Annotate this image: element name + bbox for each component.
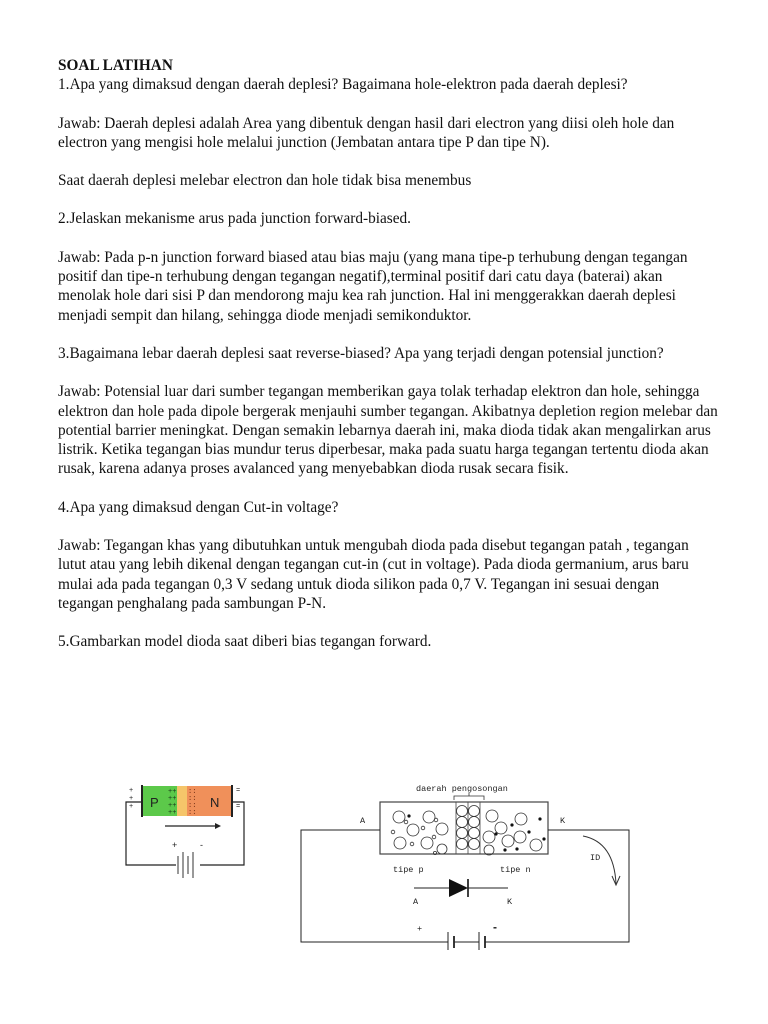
question-5: 5.Gambarkan model dioda saat diberi bias tegangan forward. [58, 633, 432, 651]
junction-region [177, 786, 187, 816]
svg-text:++: ++ [168, 809, 177, 817]
battery-plus: + [172, 840, 178, 850]
answer-1: Jawab: Daerah deplesi adalah Area yang dibentuk dengan hasil dari electron yang diisi oleh hole dan electron yang mengisi hole melalui junction (Jembatan antara tipe P dan tipe N). [58, 114, 675, 151]
svg-text:::: :: [188, 809, 197, 817]
question-1: 1.Apa yang dimaksud dengan daerah deplesi? Bagaimana hole-elektron pada daerah deplesi? [58, 76, 628, 94]
forward-bias-diode-model-diagram [296, 780, 636, 950]
question-2: 2.Jelaskan mekanisme arus pada junction forward-biased. [58, 210, 411, 228]
svg-text:++: ++ [168, 788, 177, 796]
n-label: N [210, 795, 220, 810]
svg-text:=: = [236, 787, 241, 795]
svg-text:+: + [129, 803, 134, 811]
diode-cathode-label: K [507, 897, 513, 907]
document-title: SOAL LATIHAN [58, 57, 173, 74]
document-page [58, 56, 718, 652]
battery-minus: - [200, 840, 203, 850]
svg-text:::: :: [188, 795, 197, 803]
diode-anode-label: A [413, 897, 419, 907]
answer-4: Jawab: Tegangan khas yang dibutuhkan untuk mengubah dioda pada disebut tegangan patah , tegangan lutut atau yang lebih dikenal dengan tegangan cut-in (cut in voltage). Pada dioda germanium, arus baru mulai ada pada tegangan 0,3 V sedang untuk dioda silikon pada 0,7 V. Tegangan ini sesuai dengan tegangan penghalang pada sambungan P-N. [58, 537, 689, 612]
svg-text:::: :: [188, 802, 197, 810]
depletion-region-label: daerah pengosongan [416, 784, 508, 794]
pn-junction-colored-diagram [120, 782, 250, 882]
answer-2: Jawab: Pada p-n junction forward biased atau bias maju (yang mana tipe-p terhubung dengan tegangan positif dan tipe-n terhubung dengan tegangan negatif),terminal positif dari catu daya (baterai) akan menolak hole dari sisi P dan mendorong maju kea rah junction. Hal ini menggerakkan daerah deplesi menjadi sempit dan hilang, sehingga diode menjadi semikonduktor. [58, 248, 688, 324]
svg-text:+: + [129, 795, 134, 803]
svg-text:++: ++ [168, 802, 177, 810]
p-type-label: tipe p [393, 865, 424, 875]
cathode-terminal-label: K [560, 816, 566, 826]
svg-text:::: :: [188, 788, 197, 796]
svg-text:++: ++ [168, 795, 177, 803]
current-id-label: ID [590, 853, 601, 863]
battery-plus-label: + [417, 924, 423, 934]
anode-terminal-label: A [360, 816, 366, 826]
svg-text:=: = [236, 803, 241, 811]
n-type-label: tipe n [500, 865, 531, 875]
p-label: P [150, 795, 159, 810]
question-4: 4.Apa yang dimaksud dengan Cut-in voltage? [58, 498, 339, 516]
diode-symbol [449, 879, 468, 897]
question-3: 3.Bagaimana lebar daerah deplesi saat reverse-biased? Apa yang terjadi dengan potensial junction? [58, 344, 664, 362]
svg-text:+: + [129, 787, 134, 795]
answer-3: Jawab: Potensial luar dari sumber tegangan memberikan gaya tolak terhadap elektron dan hole, sehingga elektron dan hole pada dipole bergerak menjauhi sumber tegangan. Akibatnya depletion region melebar dan potential barrier meningkat. Dengan semakin lebarnya daerah ini, maka dioda tidak akan mengalirkan arus listrik. Ketika tegangan bias mundur terus diperbesar, maka pada suatu harga tegangan tertentu dioda akan rusak, karena adanya proses avalanced yang menyebabkan dioda rusak secara fisik. [58, 383, 718, 478]
battery-minus-label: - [493, 920, 497, 934]
answer-1-extra: Saat daerah deplesi melebar electron dan hole tidak bisa menembus [58, 172, 472, 190]
